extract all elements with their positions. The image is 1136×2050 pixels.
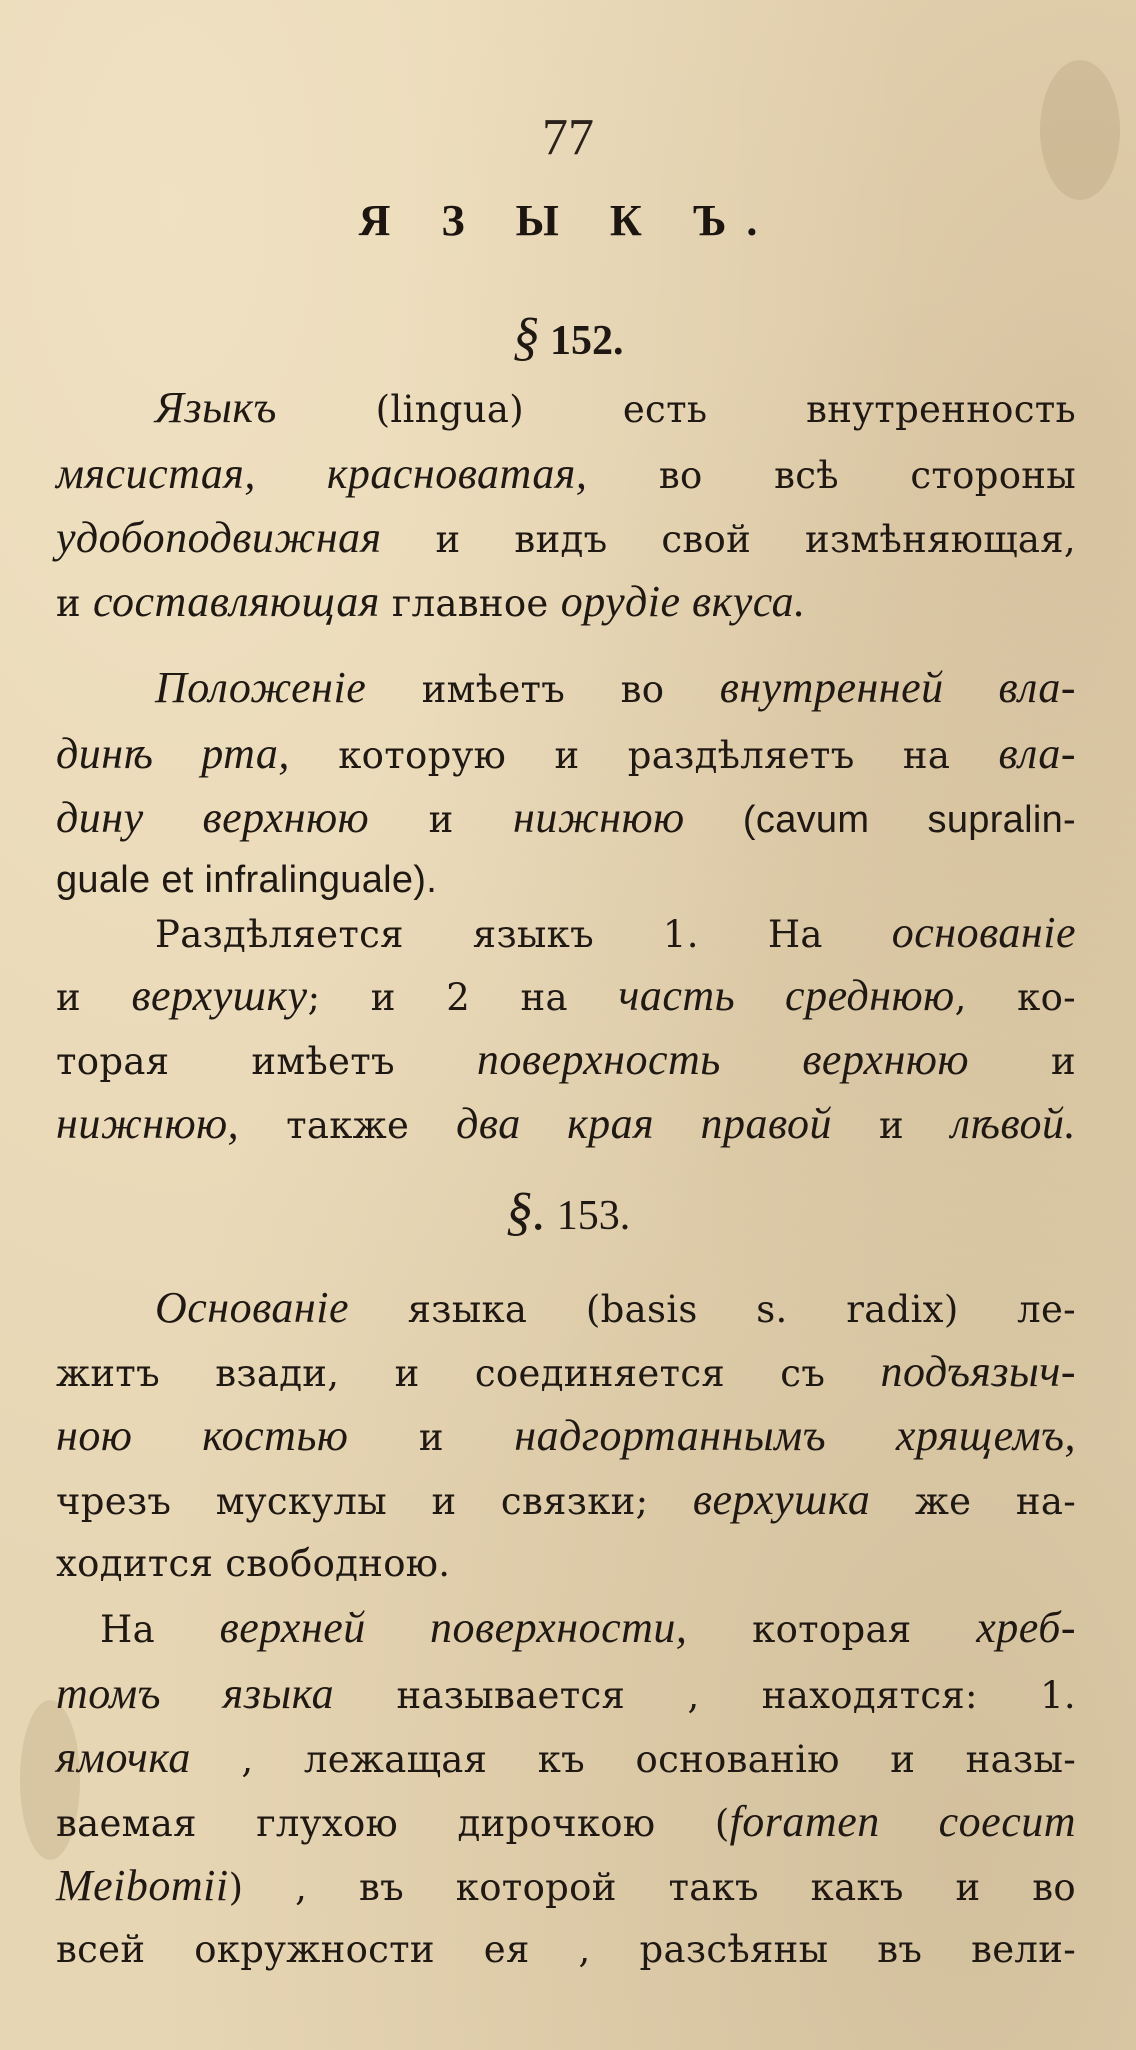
section-sign: §. xyxy=(505,1181,547,1241)
text-line: ямочка , лежащая къ основанію и назы- xyxy=(56,1733,1076,1782)
text-line: томъ языка называется , находятся: 1. xyxy=(56,1669,1076,1718)
section-sign: § xyxy=(512,306,540,366)
text-line: Положеніе имѣетъ во внутренней вла- xyxy=(155,663,1077,712)
text-line: мясистая, красноватая, во всѣ стороны xyxy=(56,449,1076,498)
chapter-title: Я З Ы К Ъ. xyxy=(358,196,778,245)
text-line: всей окружности ея , разсѣяны въ вели- xyxy=(56,1928,1076,1971)
section-heading xyxy=(0,1180,1136,1242)
page-number: 77 xyxy=(542,109,594,166)
text-line: и составляющая главное орудіе вкуса. xyxy=(56,577,806,626)
text-line: динѣ рта, которую и раздѣляетъ на вла- xyxy=(56,729,1076,778)
text-line: торая имѣетъ поверхность верхнюю и xyxy=(56,1035,1076,1084)
section-number: 153. xyxy=(556,1193,631,1239)
section-heading xyxy=(0,305,1136,367)
text-line: житъ взади, и соединяется съ подъязыч- xyxy=(56,1347,1076,1396)
text-line: удобоподвижная и видъ свой измѣняющая, xyxy=(56,513,1076,562)
section-number: 152. xyxy=(550,318,624,364)
text-line: Языкъ (lingua) есть внутренность xyxy=(155,383,1076,432)
text-line: ходится свободною. xyxy=(56,1542,451,1585)
text-line: Основаніе языка (basis s. radix) ле- xyxy=(155,1283,1076,1332)
text-line: ваемая глухою дирочкою (foramen coecum xyxy=(56,1797,1076,1846)
text-line: guale et infralinguale). xyxy=(56,859,438,901)
text-line: нижнюю, также два края правой и лѣвой. xyxy=(56,1099,1076,1148)
text-line: ною костью и надгортаннымъ хрящемъ, xyxy=(56,1411,1076,1460)
text-line: На верхней поверхности, которая хреб- xyxy=(100,1603,1076,1652)
text-line: и верхушку; и 2 на часть среднюю, ко- xyxy=(56,971,1076,1020)
text-line: чрезъ мускулы и связки; верхушка же на- xyxy=(56,1475,1076,1524)
text-line: Meibomii) , въ которой такъ какъ и во xyxy=(56,1861,1076,1910)
text-line: дину верхнюю и нижнюю (cavum supralin- xyxy=(56,793,1076,842)
text-line: Раздѣляется языкъ 1. На основаніе xyxy=(155,908,1076,957)
